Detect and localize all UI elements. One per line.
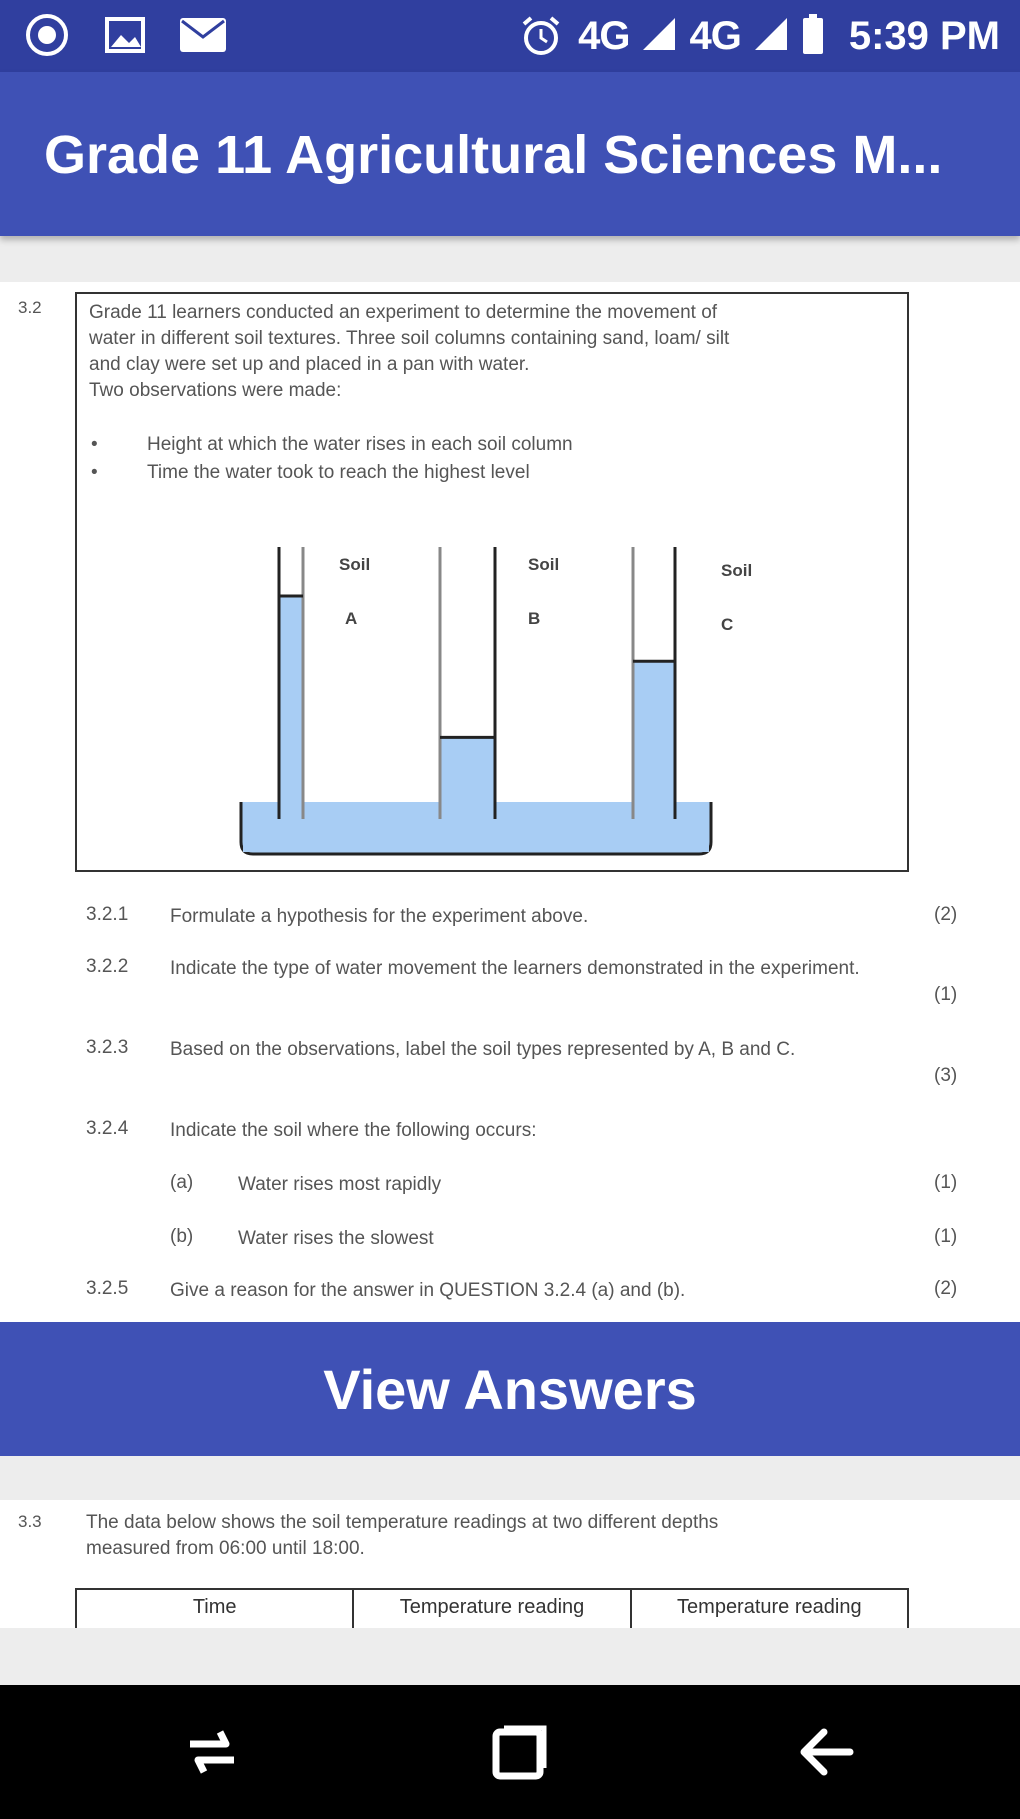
subquestion-text: Water rises the slowest (238, 1228, 434, 1249)
network-type-1: 4G (578, 13, 630, 58)
subquestion-marks: (3) (934, 1065, 958, 1086)
table-header-cell: Time (77, 1590, 354, 1628)
image-icon (100, 12, 150, 58)
table-header-cell: Temperature reading (354, 1590, 631, 1628)
question-text-line: The data below shows the soil temperature readings at two different depths (86, 1512, 719, 1533)
subquestion-text: Indicate the soil where the following occurs: (170, 1120, 537, 1141)
question-text-line: Grade 11 learners conducted an experiment to determine the movement of (89, 302, 718, 323)
whatsapp-icon (22, 12, 72, 58)
subquestion-number: 3.2.5 (86, 1278, 129, 1299)
view-answers-label: View Answers (323, 1357, 697, 1421)
question-text-line: water in different soil textures. Three soil columns containing sand, loam/ silt (89, 328, 730, 349)
subquestion-marks: (2) (934, 1278, 958, 1299)
mail-icon (178, 12, 228, 58)
question-page[interactable] (0, 282, 1020, 1322)
label-letter-c: C (721, 615, 734, 634)
subquestion-text: Water rises most rapidly (238, 1174, 442, 1195)
subquestion-marks: (1) (934, 1172, 958, 1193)
app-bar (0, 72, 1020, 236)
question-box (75, 292, 909, 872)
recent-apps-icon (180, 1720, 244, 1784)
label-letter-b: B (528, 609, 541, 628)
page-title: Grade 11 Agricultural Sciences M... (44, 125, 943, 185)
alarm-icon (516, 13, 566, 59)
back-button[interactable] (786, 1715, 866, 1789)
navigation-bar (0, 1685, 1020, 1819)
label-soil-b: Soil (528, 555, 560, 574)
water-column-c (634, 661, 674, 821)
recent-apps-button[interactable] (172, 1715, 252, 1789)
subquestion-number: (b) (170, 1226, 194, 1247)
table-header-cell: Temperature reading (677, 1596, 862, 1618)
battery-icon (801, 14, 825, 59)
view-answers-button[interactable] (0, 1322, 1020, 1456)
home-button[interactable] (480, 1715, 560, 1789)
home-icon (490, 1722, 550, 1782)
subquestion-number: (a) (170, 1172, 194, 1193)
question-number: 3.3 (18, 1512, 42, 1531)
signal-icon (753, 16, 789, 57)
water-column-b (441, 737, 495, 821)
bullet-marker: • (91, 434, 98, 455)
label-soil-c: Soil (721, 561, 753, 580)
water-column-a (280, 596, 302, 821)
question-page[interactable] (0, 1500, 1020, 1628)
question-number: 3.2 (18, 298, 42, 317)
subquestion-number: 3.2.2 (86, 956, 129, 977)
subquestion-marks: (2) (934, 904, 958, 925)
label-letter-a: A (345, 609, 358, 628)
network-type-2: 4G (689, 13, 741, 58)
bullet-marker: • (91, 462, 98, 483)
clock: 5:39 PM (848, 13, 1000, 58)
subquestion-number: 3.2.1 (86, 904, 129, 925)
question-text-line: and clay were set up and placed in a pan with water. (89, 354, 530, 375)
label-soil-a: Soil (339, 555, 371, 574)
question-text-line: Two observations were made: (89, 380, 342, 401)
signal-icon (641, 16, 677, 57)
question-text-line: measured from 06:00 until 18:00. (86, 1538, 365, 1559)
subquestion-text: Based on the observations, label the soil types represented by A, B and C. (170, 1039, 796, 1060)
subquestion-text: Indicate the type of water movement the learners demonstrated in the experiment. (170, 958, 860, 979)
bullet-item: Height at which the water rises in each soil column (147, 434, 573, 455)
subquestion-number: 3.2.3 (86, 1037, 129, 1058)
subquestion-marks: (1) (934, 1226, 958, 1247)
temperature-table (75, 1588, 909, 1628)
back-arrow-icon (794, 1720, 858, 1784)
subquestion-text: Give a reason for the answer in QUESTION 3.2.4 (a) and (b). (170, 1280, 686, 1301)
bullet-item: Time the water took to reach the highest level (147, 462, 530, 483)
soil-columns-diagram (77, 294, 907, 870)
subquestion-text: Formulate a hypothesis for the experiment above. (170, 906, 589, 927)
subquestion-marks: (1) (934, 984, 958, 1005)
subquestion-number: 3.2.4 (86, 1118, 129, 1139)
status-bar (0, 0, 1020, 72)
